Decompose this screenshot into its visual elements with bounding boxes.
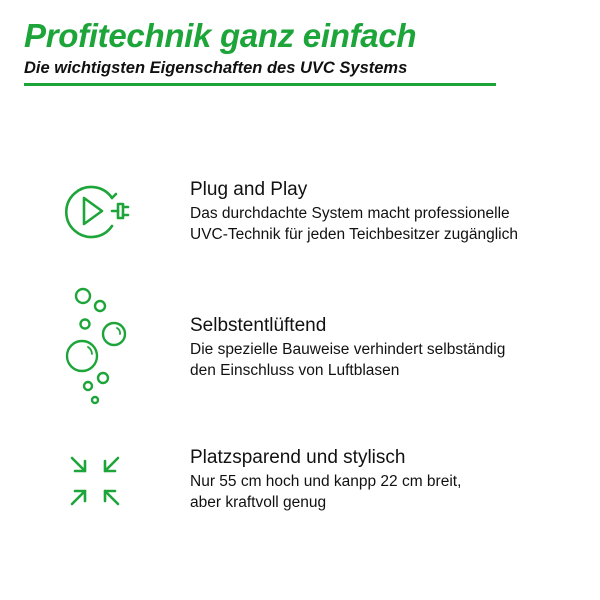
description-line: Das durchdachte System macht professionelle (190, 205, 510, 222)
description-line: den Einschluss von Luftblasen (190, 362, 400, 379)
description-line: Die spezielle Bauweise verhindert selbständig (190, 341, 506, 358)
description-line: UVC-Technik für jeden Teichbesitzer zugänglich (190, 226, 518, 243)
feature-description (190, 471, 590, 513)
description-line: Nur 55 cm hoch und kanpp 22 cm breit, (190, 473, 462, 490)
page-title: Profitechnik ganz einfach (24, 17, 417, 54)
page-subtitle: Die wichtigsten Eigenschaften des UVC Systems (24, 59, 408, 77)
feature-title: Selbstentlüftend (190, 315, 327, 336)
feature-description (190, 203, 590, 245)
feature-description (190, 339, 590, 381)
play-plug-icon (60, 180, 134, 247)
title-underline (24, 83, 496, 86)
description-line: aber kraftvoll genug (190, 494, 327, 511)
bubbles-icon (62, 286, 134, 415)
feature-text (190, 446, 590, 513)
header (24, 16, 496, 86)
feature-text (190, 314, 590, 381)
feature-title: Platzsparend und stylisch (190, 447, 406, 468)
feature-title: Plug and Play (190, 179, 308, 200)
feature-text (190, 178, 590, 245)
compress-arrows-icon (68, 454, 122, 513)
